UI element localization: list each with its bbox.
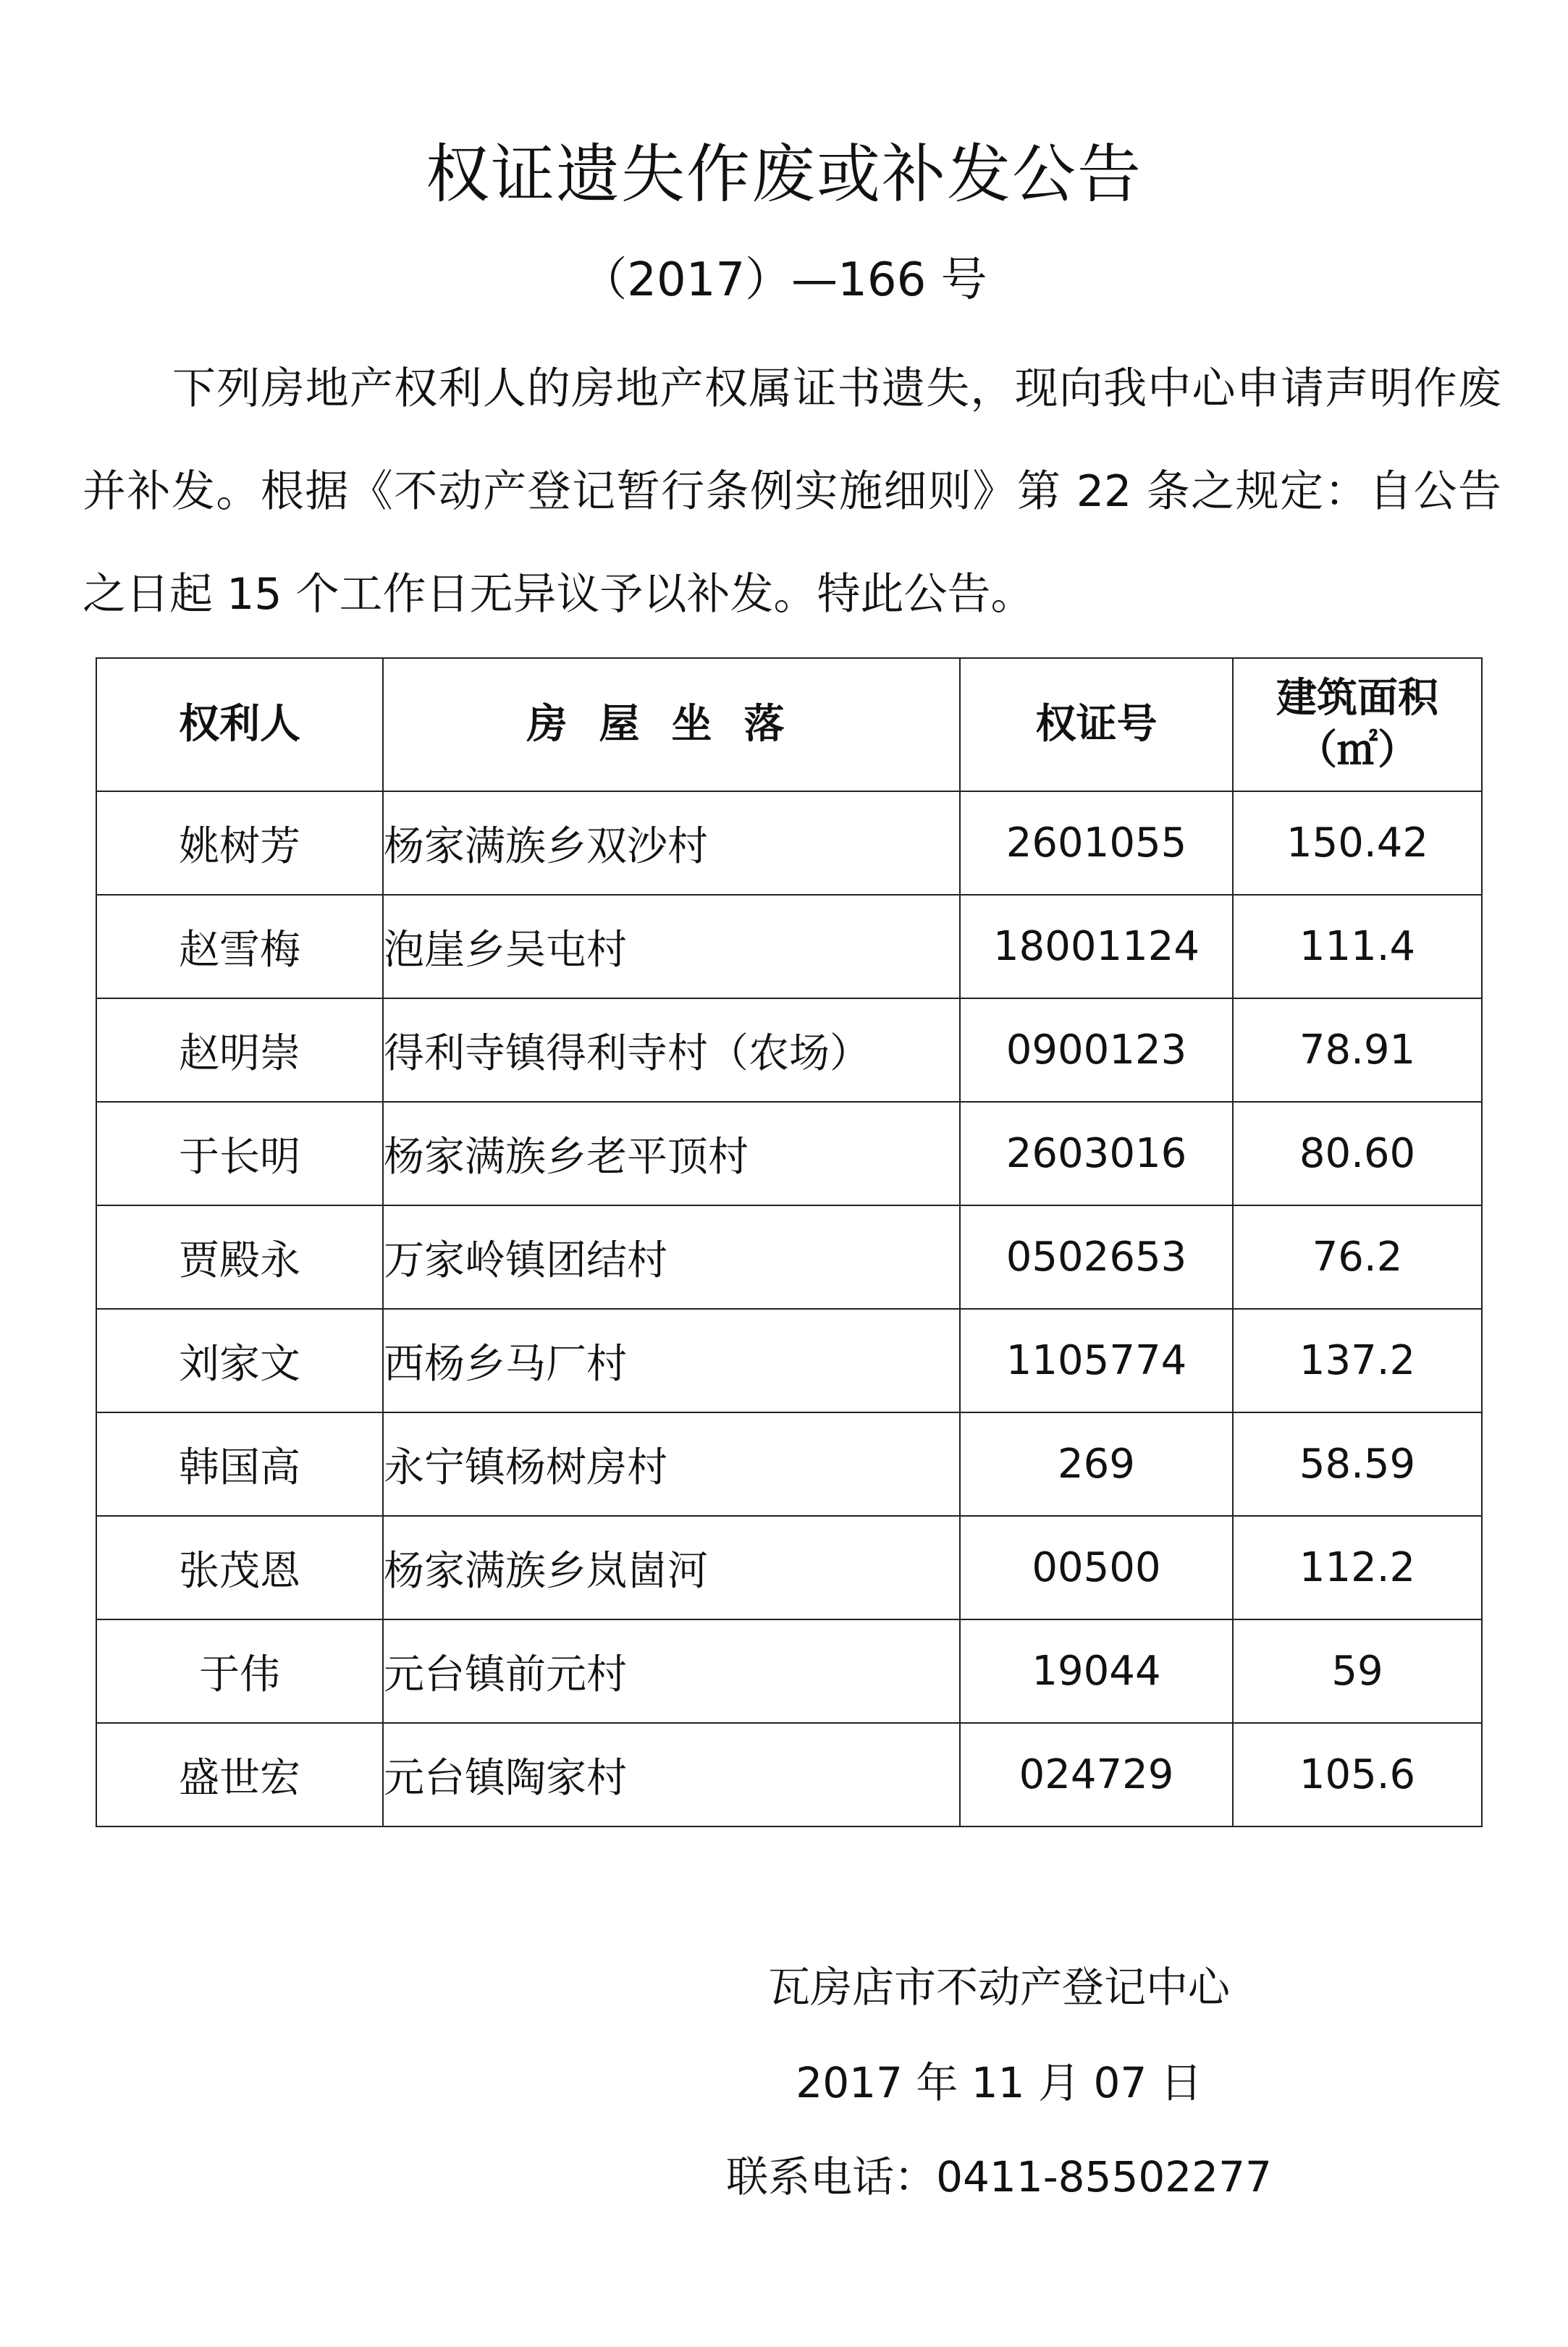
table-row [96, 1309, 1482, 1412]
header-location [383, 658, 960, 791]
area-cell: 112.2 [1233, 1516, 1482, 1619]
cert-cell: 0502653 [960, 1205, 1233, 1309]
issuer-name: 瓦房店市不动产登记中心 [767, 1963, 1230, 2012]
table-row [96, 1723, 1482, 1826]
location-cell: 永宁镇杨树房村 [383, 1412, 960, 1516]
area-cell: 137.2 [1233, 1309, 1482, 1412]
location-cell: 万家岭镇团结村 [383, 1205, 960, 1309]
location-cell: 泡崖乡吴屯村 [383, 895, 960, 998]
owner-cell: 于长明 [96, 1102, 383, 1205]
owner-cell: 赵雪梅 [96, 895, 383, 998]
area-cell: 59 [1233, 1619, 1482, 1723]
area-cell: 111.4 [1233, 895, 1482, 998]
area-cell: 78.91 [1233, 998, 1482, 1102]
owner-cell: 刘家文 [96, 1309, 383, 1412]
location-cell: 西杨乡马厂村 [383, 1309, 960, 1412]
area-cell: 58.59 [1233, 1412, 1482, 1516]
header-owner: 权利人 [96, 658, 383, 791]
cert-cell: 024729 [960, 1723, 1233, 1826]
owner-cell: 盛世宏 [96, 1723, 383, 1826]
location-cell: 杨家满族乡岚崮河 [383, 1516, 960, 1619]
location-cell: 得利寺镇得利寺村（农场） [383, 998, 960, 1102]
table-header-row [96, 658, 1482, 791]
owner-cell: 韩国高 [96, 1412, 383, 1516]
area-cell: 150.42 [1233, 791, 1482, 895]
area-cell: 105.6 [1233, 1723, 1482, 1826]
owner-cell: 于伟 [96, 1619, 383, 1723]
cert-cell: 269 [960, 1412, 1233, 1516]
header-area-label: 建筑面积 [1276, 675, 1438, 722]
location-cell: 元台镇前元村 [383, 1619, 960, 1723]
cert-cell: 00500 [960, 1516, 1233, 1619]
cert-cell: 18001124 [960, 895, 1233, 998]
lost-certificates-table [96, 657, 1483, 1827]
table-row [96, 1412, 1482, 1516]
cert-cell: 2603016 [960, 1102, 1233, 1205]
table-row [96, 1619, 1482, 1723]
issue-date: 2017 年 11 月 07 日 [796, 2058, 1202, 2107]
notice-body: 下列房地产权利人的房地产权属证书遗失，现向我中心申请声明作废并补发。根据《不动产登记暂行条例实施细则》第 22 条之规定：自公告之日起 15 个工作日无异议予以补发。特此公告。 [83, 363, 1501, 620]
table-row [96, 1205, 1482, 1309]
owner-cell: 赵明崇 [96, 998, 383, 1102]
cert-cell: 1105774 [960, 1309, 1233, 1412]
location-cell: 杨家满族乡老平顶村 [383, 1102, 960, 1205]
header-area [1233, 658, 1482, 791]
area-cell: 80.60 [1233, 1102, 1482, 1205]
table-row [96, 791, 1482, 895]
cert-cell: 19044 [960, 1619, 1233, 1723]
table-row [96, 895, 1482, 998]
table-row [96, 1516, 1482, 1619]
owner-cell: 姚树芳 [96, 791, 383, 895]
header-location-label: 房屋坐落 [526, 701, 817, 748]
table-row [96, 1102, 1482, 1205]
notice-title: 权证遗失作废或补发公告 [425, 137, 1142, 211]
contact-phone: 联系电话：0411-85502277 [726, 2152, 1272, 2201]
cert-cell: 0900123 [960, 998, 1233, 1102]
document-number: （2017）—166 号 [581, 253, 987, 307]
table-row [96, 998, 1482, 1102]
location-cell: 元台镇陶家村 [383, 1723, 960, 1826]
location-cell: 杨家满族乡双沙村 [383, 791, 960, 895]
area-cell: 76.2 [1233, 1205, 1482, 1309]
owner-cell: 张茂恩 [96, 1516, 383, 1619]
cert-cell: 2601055 [960, 791, 1233, 895]
owner-cell: 贾殿永 [96, 1205, 383, 1309]
header-cert: 权证号 [960, 658, 1233, 791]
header-area-unit: （㎡） [1297, 727, 1418, 774]
